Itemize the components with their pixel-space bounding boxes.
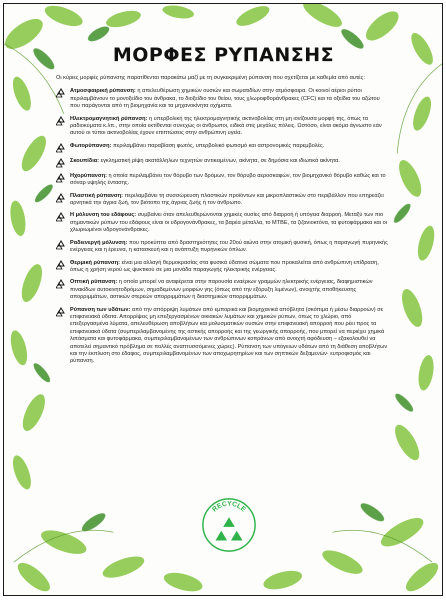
recycle-bullet-icon <box>56 260 66 270</box>
list-item <box>56 279 391 301</box>
list-item-text <box>70 279 391 301</box>
recycle-bullet-icon <box>56 116 66 126</box>
list-item-description: περιλαμβάνει παραβίαση φωτός, υπερβολικό φωτισμό και αστρονομικές παρεμβολές. <box>112 142 325 149</box>
list-item-text <box>70 158 340 165</box>
list-item <box>56 173 391 188</box>
recycle-label: RECYCLE <box>211 500 247 514</box>
list-item <box>56 88 391 110</box>
recycle-bullet-icon <box>56 307 66 317</box>
list-item <box>56 240 391 255</box>
list-item <box>56 116 391 138</box>
content-area <box>56 44 391 371</box>
list-item-term: Πλαστική ρύπανση: <box>70 192 123 199</box>
list-item-description: είναι μια αλλαγή θερμοκρασίας στα φυσικά ύδατινα σώματα που προκαλείται από ανθρώπινη επίδραση, όπως η χρήση νερού ως ψυκτικού σε μια μονάδα παραγωγής ηλεκτρικής ενέργειας. <box>70 259 379 273</box>
list-item-description: από την απόρριψη λυμάτων από εμπορικά και βιομηχανικά απόβλητα (σκόπιμα ή μέσω διαρροών) σε επιφανειακά ύδατα. Απορρίψεις μη επεξεργασμένων οικιακών λυμάτων και χημικών ρύπων, όπως το χλώριο, από επεξεργασμένα λύματα, απελευθέρωση αποβλήτων και μολυσματικών ουσιών στην επιφανειακή απορροή που ρέει προς τα επιφανειακά ύδατα (συμπεριλαμβανομένης της αστικής απορροής και της γεωργικής απορροής, που μπορεί να περιέχει χημικά λιπάσματα και φυτοφάρμακα, συμπεριλαμβανομένων των ανθρώπινων κοπράνων από ανοιχτή αφόδευση – εξακολουθεί να αποτελεί σημαντικό πρόβλημα σε πολλές αναπτυσσόμενες χώρες). Ρύπανση των υπόγειων υδάτων από τη διάθεση αποβλήτων και την έκπλυση στο έδαφος, συμπεριλαμβανομένων των αποχωρητηρίων και των σηπτικών δεξαμενών· ευτροφισμός και ρύπανση. <box>70 306 388 365</box>
list-item-text <box>70 240 391 255</box>
list-item-description: εγκληματική ρίψη ακατάλληλων τεχνητών αντικειμένων, ακίνητα, σε δημόσια και ιδιωτικά ακίνητα. <box>100 157 340 164</box>
list-item-description: η απελευθέρωση χημικών ουσιών και σωματιδίων στην ατμόσφαιρα. Οι κοινοί αέριοι ρύποι περιλαμβάνουν το μονοξείδιο του άνθρακα, το διοξείδιο του θείου, τους χλωροφθοράνθρακες (CFC) και τα οξείδια του αζώτου που παράγονται από τη βιομηχανία και τα μηχανοκίνητα οχήματα. <box>70 88 380 110</box>
list-item-term: Ραδιενεργή μόλυνση: <box>70 239 128 246</box>
list-item-description: συμβαίνει όταν απελευθερώνονται χημικές ουσίες από διαρροή ή υπόγεια διαρροή. Μεταξύ των πιο σημαντικών ρύπων του εδάφους είναι οι υδρογονάνθρακες, τα βαρέα μέταλλα, το ΜΤΒΕ, τα ζιζανιοκτόνα, τα φυτοφάρμακα και οι χλωριωμένοι υδρογονάνθρακες. <box>70 212 387 234</box>
list-item-text <box>70 143 324 150</box>
list-item-description: η υπερβολική της ηλεκτρομαγνητικής ακτινοβολίας στη μη ιονίζουσα μορφή της, όπως τα ραδιοκύματα κ.λπ., στην οποία εκτίθενται συνεχώς οι άνθρωποι, ειδικά στις μεγάλες πόλεις. Ωστόσο, είναι ακόμα άγνωστο εάν αυτού οι τύποι ακτινοβολίας έχουν επιπτώσεις στην ανθρώπινη υγεία. <box>70 115 382 137</box>
list-item-term: Η μόλυνση του εδάφους: <box>70 212 137 219</box>
list-item <box>56 143 391 153</box>
list-item-term: Ρύπανση των υδάτων: <box>70 306 131 313</box>
intro-text: Οι κύριες μορφές ρύπανσης παρατίθενται παρακάτω μαζί με τη συγκεκριμένη ρύπανση που σχετίζεται με καθεμία από αυτές: <box>56 75 365 81</box>
recycle-bullet-icon <box>56 212 66 222</box>
list-item-text <box>70 212 391 234</box>
list-item <box>56 193 391 208</box>
list-item <box>56 260 391 275</box>
list-item-text <box>70 193 391 208</box>
list-item-text <box>70 116 391 138</box>
list-item-term: Ηχορύπανση: <box>70 172 107 179</box>
list-item <box>56 307 391 366</box>
recycle-bullet-icon <box>56 143 66 153</box>
list-item-text <box>70 260 391 275</box>
list-item-description: η οποία μπορεί να αναφέρεται στην παρουσία εναέριων γραμμών ηλεκτρικής ενέργειας, διαφημιστικών πινακίδων αυτοκινητοδρόμων, σημαδεμένων μορφών γης (όπως από την εξόρυξη λιμένων), ανοιχτής αποθήκευσης απορριμμάτων, αστικών στερεών απορριμμάτων ή διαστημικών απορριμμάτων. <box>70 279 373 301</box>
list-item <box>56 158 391 168</box>
list-item-description: η οποία περιλαμβάνει τον θόρυβο των δρόμων, τον θόρυβο αεροσκαφών, τον βιομηχανικό θόρυβο καθώς και το σόναρ υψηλής έντασης. <box>70 172 386 187</box>
list-item-term: Ηλεκτρομαγνητική ρύπανση: <box>70 115 148 122</box>
list-item-term: Θερμική ρύπανση: <box>70 259 121 266</box>
recycle-icon <box>200 496 258 554</box>
list-item-description: περιλαμβάνει τη συσσώρευση πλαστικών προϊόντων και μικροπλαστικών στο περιβάλλον που επηρεάζει αρνητικά την άγρια ζωή, τον βιότοπο της άγριας ζωής ή τον άνθρωπο. <box>70 192 384 207</box>
list-item-term: Σκουπίδια: <box>70 157 100 164</box>
list-item-text <box>70 88 391 110</box>
list-item-description: που προκύπτει από δραστηριότητες του 20ού αιώνα στην ατομική φυσική, όπως η παραγωγή πυρηνικής ενέργειας και η έρευνα, η κατασκευή και η ανάπτυξη πυρηνικών όπλων. <box>70 239 388 254</box>
list-item <box>56 212 391 234</box>
list-item-text <box>70 307 391 366</box>
list-item-text <box>70 173 391 188</box>
recycle-bullet-icon <box>56 158 66 168</box>
list-item-term: Φωτορύπανση: <box>70 142 112 149</box>
pollution-list <box>56 88 391 365</box>
list-item-term: Ατμοσφαιρική ρύπανση: <box>70 88 136 95</box>
recycle-bullet-icon <box>56 279 66 289</box>
recycle-bullet-icon <box>56 193 66 203</box>
list-item-term: Οπτική ρύπανση: <box>70 279 118 286</box>
recycle-bullet-icon <box>56 173 66 183</box>
recycle-bullet-icon <box>56 88 66 98</box>
poster <box>3 3 443 596</box>
page-title: ΜΟΡΦΕΣ ΡΥΠΑΝΣΗΣ <box>112 44 335 66</box>
recycle-bullet-icon <box>56 240 66 250</box>
